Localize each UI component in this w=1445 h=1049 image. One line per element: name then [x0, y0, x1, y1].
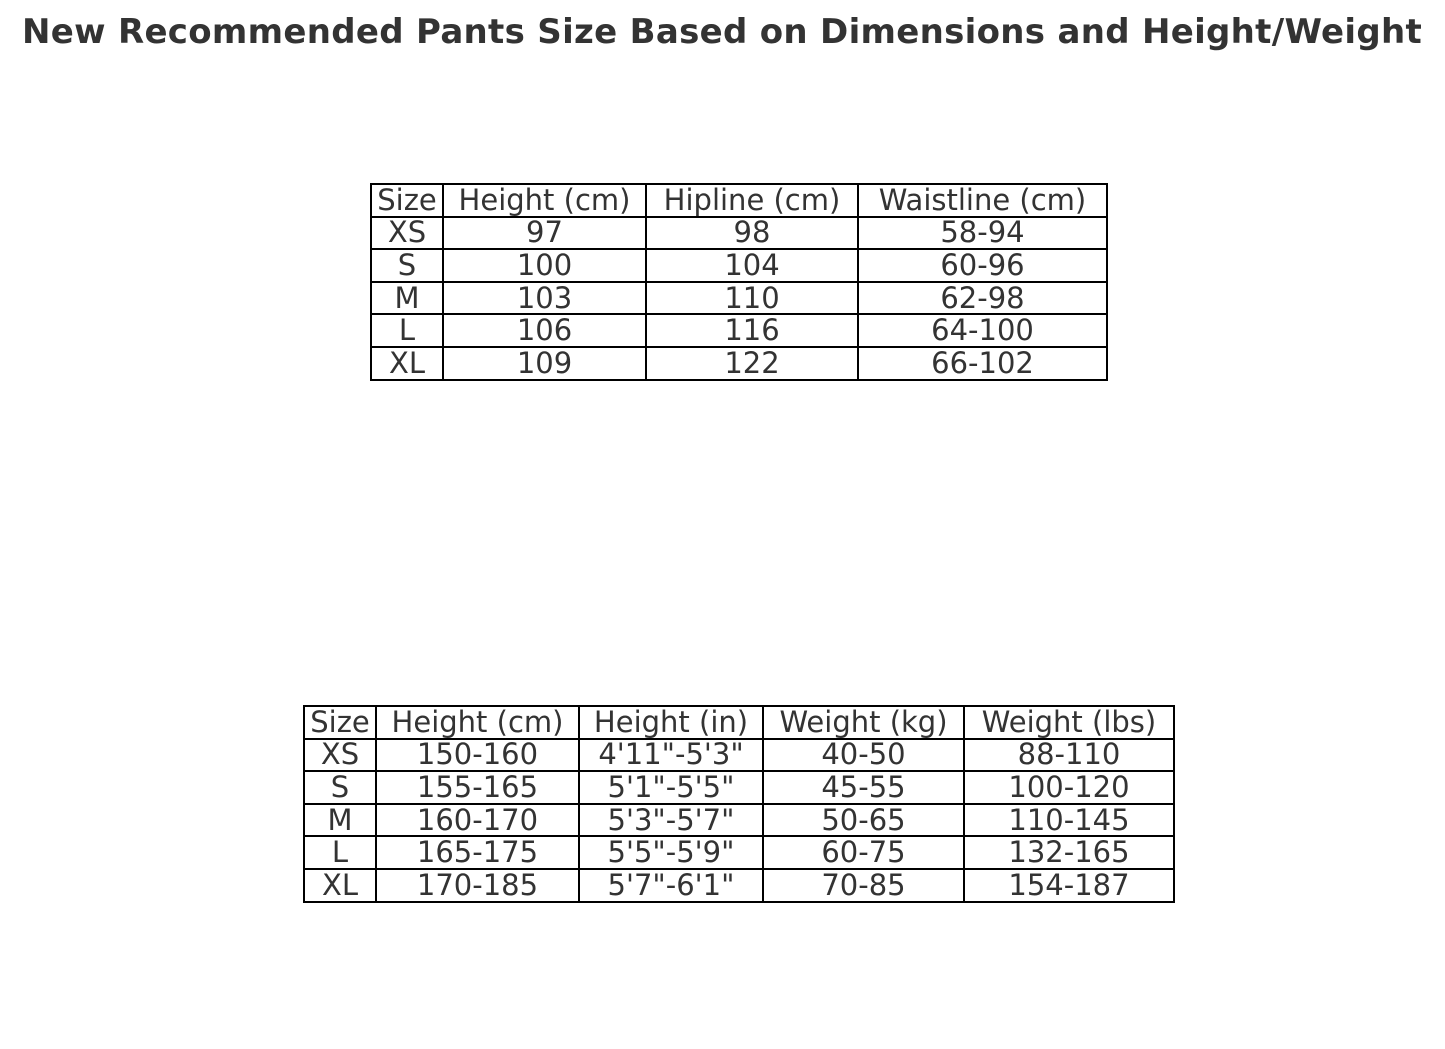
table-cell: XL	[304, 869, 376, 902]
table-header-row	[304, 706, 1174, 739]
table-cell: 103	[443, 282, 646, 315]
table-cell: S	[304, 771, 376, 804]
size-dimensions-table	[370, 183, 1108, 381]
table-cell: L	[304, 836, 376, 869]
table-cell: 58-94	[858, 217, 1107, 250]
table-cell: M	[304, 804, 376, 837]
table-cell: 100-120	[964, 771, 1174, 804]
table-header-row	[371, 184, 1107, 217]
table-cell: 88-110	[964, 739, 1174, 772]
table-row-xs	[304, 739, 1174, 772]
table-cell: 160-170	[376, 804, 579, 837]
table-cell: XS	[304, 739, 376, 772]
table-cell: 104	[646, 249, 858, 282]
table-cell: 110-145	[964, 804, 1174, 837]
table-cell: 50-65	[763, 804, 964, 837]
column-header-height-cm: Height (cm)	[376, 706, 579, 739]
table-cell: 110	[646, 282, 858, 315]
height-weight-table	[303, 705, 1175, 903]
table-cell: 109	[443, 347, 646, 380]
table-row-s	[371, 249, 1107, 282]
table-cell: 165-175	[376, 836, 579, 869]
table-cell: 5'3"-5'7"	[579, 804, 763, 837]
table-row-xs	[371, 217, 1107, 250]
table-row-m	[371, 282, 1107, 315]
table-cell: 62-98	[858, 282, 1107, 315]
table-row-xl	[304, 869, 1174, 902]
table-cell: 40-50	[763, 739, 964, 772]
table-cell: 150-160	[376, 739, 579, 772]
column-header-weight-lbs: Weight (lbs)	[964, 706, 1174, 739]
table-cell: 70-85	[763, 869, 964, 902]
table-cell: L	[371, 314, 443, 347]
table-cell: 170-185	[376, 869, 579, 902]
table-cell: 5'1"-5'5"	[579, 771, 763, 804]
table-row-l	[371, 314, 1107, 347]
table-cell: 45-55	[763, 771, 964, 804]
table-row-l	[304, 836, 1174, 869]
table-cell: 132-165	[964, 836, 1174, 869]
table-cell: 60-96	[858, 249, 1107, 282]
table-cell: 5'7"-6'1"	[579, 869, 763, 902]
table-cell: 122	[646, 347, 858, 380]
table-cell: 4'11"-5'3"	[579, 739, 763, 772]
table-row-xl	[371, 347, 1107, 380]
table-cell: 66-102	[858, 347, 1107, 380]
column-header-hipline-cm: Hipline (cm)	[646, 184, 858, 217]
table-cell: 154-187	[964, 869, 1174, 902]
column-header-height-in: Height (in)	[579, 706, 763, 739]
table-row-m	[304, 804, 1174, 837]
table-cell: 155-165	[376, 771, 579, 804]
table-cell: 98	[646, 217, 858, 250]
table-cell: XL	[371, 347, 443, 380]
table-cell: 100	[443, 249, 646, 282]
table-cell: 97	[443, 217, 646, 250]
table-cell: 106	[443, 314, 646, 347]
column-header-size: Size	[371, 184, 443, 217]
table-cell: 64-100	[858, 314, 1107, 347]
table-cell: 5'5"-5'9"	[579, 836, 763, 869]
table-cell: XS	[371, 217, 443, 250]
table-cell: S	[371, 249, 443, 282]
table-cell: 116	[646, 314, 858, 347]
table-cell: M	[371, 282, 443, 315]
table-row-s	[304, 771, 1174, 804]
column-header-height-cm: Height (cm)	[443, 184, 646, 217]
figure-title: New Recommended Pants Size Based on Dimensions and Height/Weight	[22, 12, 1423, 52]
column-header-weight-kg: Weight (kg)	[763, 706, 964, 739]
column-header-size: Size	[304, 706, 376, 739]
table-cell: 60-75	[763, 836, 964, 869]
column-header-waistline-cm: Waistline (cm)	[858, 184, 1107, 217]
